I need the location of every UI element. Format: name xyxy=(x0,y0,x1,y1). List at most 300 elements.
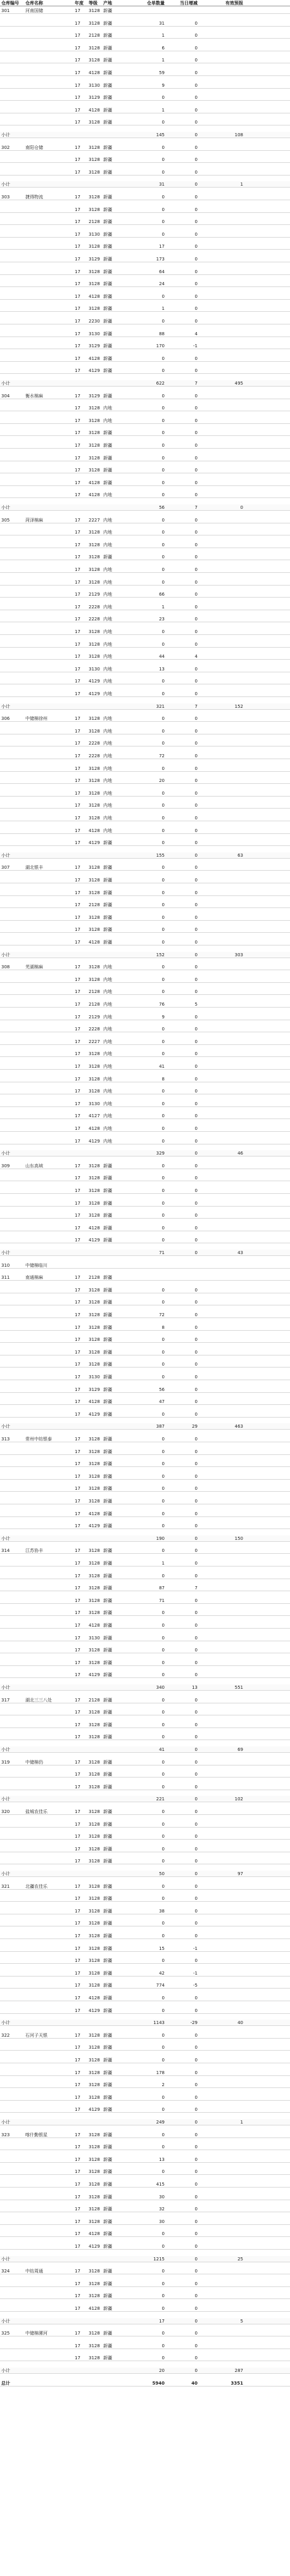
cell-year: 17 xyxy=(75,1287,80,1293)
table-row xyxy=(0,1324,290,1331)
cell-origin: 新疆 xyxy=(103,1821,112,1827)
cell-code xyxy=(1,1188,24,1194)
cell-name xyxy=(25,1026,75,1032)
cell-year: 17 xyxy=(75,1548,80,1554)
cell-grade: 4128 xyxy=(89,492,100,498)
cell-year: 17 xyxy=(75,1648,80,1653)
cell-chg: 0 xyxy=(194,1250,198,1255)
cell-year: 17 xyxy=(75,306,80,312)
cell-name xyxy=(25,1374,75,1380)
cell-code xyxy=(1,1560,24,1567)
cell-qty: 0 xyxy=(161,1027,165,1032)
cell-code xyxy=(1,678,24,684)
cell-name xyxy=(25,1535,75,1542)
cell-name xyxy=(25,343,75,349)
cell-pred xyxy=(199,2169,243,2175)
cell-name xyxy=(25,1001,75,1008)
cell-qty: 329 xyxy=(156,1151,165,1157)
cell-pred xyxy=(199,1274,243,1281)
cell-origin: 新疆 xyxy=(103,1883,112,1889)
cell-code xyxy=(1,1573,24,1579)
cell-code xyxy=(1,2181,24,2188)
table-row xyxy=(0,1585,290,1591)
cell-chg: 0 xyxy=(194,790,198,796)
table-row xyxy=(0,977,290,983)
cell-year xyxy=(75,380,87,387)
cell-code xyxy=(1,890,24,896)
table-row xyxy=(0,1684,290,1691)
cell-name xyxy=(25,2380,75,2387)
cell-name xyxy=(25,778,75,784)
table-row xyxy=(0,1883,290,1890)
cell-pred xyxy=(199,2293,243,2299)
cell-chg: 0 xyxy=(194,2058,198,2063)
table-row xyxy=(0,169,290,176)
cell-year: 17 xyxy=(75,1722,80,1727)
cell-name xyxy=(25,45,75,51)
cell-chg: 0 xyxy=(194,1523,198,1529)
cell-grade: 3128 xyxy=(89,1312,100,1317)
cell-code: 小计 xyxy=(1,1797,10,1802)
cell-name xyxy=(25,2070,75,2076)
cell-qty: 145 xyxy=(156,132,165,138)
cell-year: 17 xyxy=(75,1784,80,1790)
cell-qty: 0 xyxy=(161,554,165,560)
cell-grade: 4128 xyxy=(89,1399,100,1405)
cell-grade: 4129 xyxy=(89,2107,100,2113)
cell-chg: 0 xyxy=(194,716,198,722)
cell-code: 小计 xyxy=(1,703,10,709)
cell-pred xyxy=(199,1076,243,1082)
cell-origin: 新疆 xyxy=(103,2207,112,2212)
cell-year: 17 xyxy=(75,977,80,982)
cell-grade xyxy=(89,1423,103,1430)
cell-chg: 0 xyxy=(194,865,198,871)
table-row xyxy=(0,952,290,958)
cell-grade: 4129 xyxy=(89,1138,100,1144)
cell-qty: 0 xyxy=(161,865,165,871)
cell-grade: 4129 xyxy=(89,691,100,696)
cell-grade: 3128 xyxy=(89,2269,100,2274)
table-row xyxy=(0,828,290,834)
cell-chg: -1 xyxy=(193,1970,198,1976)
cell-chg: 0 xyxy=(194,1921,198,1926)
cell-qty: 0 xyxy=(161,2355,165,2361)
cell-qty: 0 xyxy=(161,1200,165,1206)
cell-code xyxy=(1,243,24,250)
cell-pred xyxy=(199,194,243,200)
cell-name xyxy=(25,368,75,374)
cell-qty: 8 xyxy=(161,1076,165,1082)
cell-qty: 0 xyxy=(161,2281,165,2286)
cell-origin xyxy=(103,504,122,511)
cell-grade: 3128 xyxy=(89,1362,100,1368)
cell-code xyxy=(1,492,24,498)
cell-chg: 0 xyxy=(194,1387,198,1392)
table-row xyxy=(0,567,290,573)
cell-code xyxy=(1,1026,24,1032)
cell-pred xyxy=(199,1088,243,1094)
table-row xyxy=(0,256,290,262)
cell-qty: 0 xyxy=(161,2058,165,2063)
cell-code: 小计 xyxy=(1,182,10,188)
cell-origin: 新疆 xyxy=(103,1275,112,1281)
cell-origin: 新疆 xyxy=(103,1473,112,1479)
cell-origin: 内地 xyxy=(103,654,112,660)
cell-grade xyxy=(89,1150,103,1157)
cell-name: 河南国储 xyxy=(25,8,43,13)
cell-origin: 新疆 xyxy=(103,95,112,101)
cell-qty: 0 xyxy=(161,2008,165,2013)
cell-year: 17 xyxy=(75,803,80,809)
cell-pred xyxy=(199,753,243,759)
cell-chg: 0 xyxy=(194,1014,198,1020)
cell-code xyxy=(1,840,24,846)
cell-pred xyxy=(199,1361,243,1368)
cell-origin: 内地 xyxy=(103,604,112,610)
cell-grade: 3128 xyxy=(89,1176,100,1181)
cell-name xyxy=(25,1746,75,1753)
cell-year: 17 xyxy=(75,2194,80,2200)
cell-code: 307 xyxy=(1,865,10,871)
cell-name xyxy=(25,1635,75,1641)
cell-code xyxy=(1,641,24,648)
cell-chg: 0 xyxy=(194,753,198,759)
cell-year xyxy=(75,1746,87,1753)
cell-year: 17 xyxy=(75,1176,80,1181)
cell-grade: 4129 xyxy=(89,2008,100,2013)
table-row xyxy=(0,1449,290,1455)
cell-code xyxy=(1,157,24,163)
cell-year xyxy=(75,2318,87,2324)
table-row xyxy=(0,2219,290,2225)
cell-code xyxy=(1,567,24,573)
cell-origin: 内地 xyxy=(103,828,112,833)
table-row xyxy=(0,1436,290,1442)
cell-qty: 0 xyxy=(161,716,165,722)
table-row xyxy=(0,1374,290,1380)
cell-code xyxy=(1,1622,24,1629)
table-row xyxy=(0,1014,290,1020)
cell-name xyxy=(25,32,75,39)
cell-origin: 内地 xyxy=(103,579,112,585)
cell-code xyxy=(1,1113,24,1119)
cell-qty: 0 xyxy=(161,1523,165,1529)
cell-year: 17 xyxy=(75,2182,80,2187)
cell-code xyxy=(1,1585,24,1591)
cell-code xyxy=(1,1920,24,1926)
cell-year: 17 xyxy=(75,1610,80,1616)
cell-origin: 内地 xyxy=(103,1138,112,1144)
cell-name xyxy=(25,331,75,337)
cell-year xyxy=(75,952,87,958)
cell-name xyxy=(25,815,75,821)
cell-pred xyxy=(199,1548,243,1554)
cell-name xyxy=(25,2156,75,2163)
cell-name xyxy=(25,653,75,660)
cell-qty: 0 xyxy=(161,1846,165,1852)
cell-pred xyxy=(199,144,243,151)
cell-code xyxy=(1,2082,24,2088)
table-row xyxy=(0,82,290,89)
cell-origin: 新疆 xyxy=(103,2045,112,2051)
cell-name xyxy=(25,1933,75,1939)
cell-qty: 155 xyxy=(156,852,165,858)
cell-pred: 43 xyxy=(237,1250,243,1255)
table-row xyxy=(0,1498,290,1504)
cell-qty: 0 xyxy=(161,2331,165,2336)
cell-name xyxy=(25,2243,75,2250)
table-row xyxy=(0,1237,290,1243)
cell-chg: 0 xyxy=(194,2256,198,2262)
cell-qty: 0 xyxy=(161,542,165,548)
table-row xyxy=(0,1212,290,1219)
cell-pred: 150 xyxy=(234,1535,243,1541)
cell-qty: 0 xyxy=(161,1958,165,1964)
cell-origin: 内地 xyxy=(103,1002,112,1007)
cell-year: 17 xyxy=(75,2231,80,2237)
cell-name xyxy=(25,529,75,535)
cell-origin: 内地 xyxy=(103,691,112,696)
cell-chg: 0 xyxy=(194,1846,198,1852)
cell-chg: 0 xyxy=(194,1163,198,1169)
cell-name xyxy=(25,2318,75,2324)
cell-year: 17 xyxy=(75,1002,80,1007)
cell-origin xyxy=(103,2368,122,2374)
cell-chg: 0 xyxy=(194,952,198,958)
cell-qty: 173 xyxy=(156,257,165,262)
cell-origin xyxy=(103,1796,122,1802)
table-row xyxy=(0,1573,290,1579)
cell-qty: 0 xyxy=(161,2244,165,2249)
cell-pred xyxy=(199,1175,243,1181)
cell-origin: 新疆 xyxy=(103,430,112,436)
table-row xyxy=(0,1709,290,1715)
cell-origin: 内地 xyxy=(103,1064,112,1069)
cell-code: 小计 xyxy=(1,2368,10,2373)
table-row xyxy=(0,2032,290,2039)
cell-qty: 2 xyxy=(161,2082,165,2088)
cell-origin: 新疆 xyxy=(103,1337,112,1343)
cell-origin: 新疆 xyxy=(103,902,112,908)
cell-qty: 0 xyxy=(161,319,165,324)
cell-year: 17 xyxy=(75,2144,80,2150)
cell-pred xyxy=(199,219,243,225)
cell-code xyxy=(1,815,24,821)
cell-pred xyxy=(199,318,243,324)
cell-chg: 0 xyxy=(194,2318,198,2324)
cell-grade: 3128 xyxy=(89,455,100,461)
cell-year: 17 xyxy=(75,257,80,262)
cell-chg: 0 xyxy=(194,691,198,696)
cell-grade: 3128 xyxy=(89,1349,100,1355)
cell-grade: 2228 xyxy=(89,604,100,610)
cell-code xyxy=(1,1647,24,1653)
cell-year: 17 xyxy=(75,1200,80,1206)
table-row xyxy=(0,2243,290,2250)
cell-chg: 0 xyxy=(194,1821,198,1827)
cell-chg: 0 xyxy=(194,319,198,324)
cell-year: 17 xyxy=(75,1710,80,1715)
cell-chg: 0 xyxy=(194,269,198,274)
cell-qty: 0 xyxy=(161,418,165,423)
cell-pred: 46 xyxy=(237,1151,243,1157)
cell-name: 捷得物流 xyxy=(25,195,43,200)
cell-qty: 340 xyxy=(156,1685,165,1690)
cell-qty: 0 xyxy=(161,629,165,634)
table-row xyxy=(0,1125,290,1132)
cell-year: 17 xyxy=(75,2219,80,2224)
cell-code xyxy=(1,1846,24,1852)
cell-origin: 新疆 xyxy=(103,443,112,448)
cell-qty: 0 xyxy=(161,1188,165,1193)
cell-code xyxy=(1,591,24,598)
cell-name xyxy=(25,1188,75,1194)
table-row xyxy=(0,1411,290,1418)
cell-year: 17 xyxy=(75,480,80,485)
table-row xyxy=(0,2268,290,2274)
cell-pred xyxy=(199,231,243,238)
cell-code: 小计 xyxy=(1,1747,10,1752)
table-row xyxy=(0,2181,290,2188)
cell-name xyxy=(25,1113,75,1119)
cell-year: 17 xyxy=(75,2156,80,2162)
cell-origin: 新疆 xyxy=(103,1722,112,1727)
cell-chg: 0 xyxy=(194,306,198,312)
cell-year: 17 xyxy=(75,492,80,498)
table-row xyxy=(0,32,290,39)
cell-year: 17 xyxy=(75,8,80,13)
cell-name xyxy=(25,70,75,76)
table-row xyxy=(0,1101,290,1107)
cell-grade: 3128 xyxy=(89,1896,100,1902)
cell-code xyxy=(1,2156,24,2163)
cell-year: 17 xyxy=(75,1238,80,1243)
table-row xyxy=(0,144,290,151)
cell-year: 17 xyxy=(75,1598,80,1603)
cell-chg: 0 xyxy=(194,443,198,448)
cell-grade: 3128 xyxy=(89,1945,100,1951)
table-row xyxy=(0,1846,290,1852)
cell-year xyxy=(75,132,87,138)
table-row xyxy=(0,1871,290,1877)
cell-year xyxy=(75,181,87,188)
cell-chg: 0 xyxy=(194,728,198,734)
cell-origin: 内地 xyxy=(103,641,112,647)
cell-code: 小计 xyxy=(1,132,10,138)
cell-chg: 0 xyxy=(194,2343,198,2349)
cell-grade xyxy=(89,132,103,138)
cell-year: 17 xyxy=(75,82,80,88)
cell-grade: 3128 xyxy=(89,1722,100,1727)
table-row xyxy=(0,2169,290,2175)
table-row xyxy=(0,2330,290,2336)
cell-grade: 4128 xyxy=(89,356,100,361)
cell-chg: 0 xyxy=(194,2194,198,2200)
cell-pred xyxy=(199,2268,243,2274)
cell-year: 17 xyxy=(75,1051,80,1057)
cell-code xyxy=(1,753,24,759)
table-row xyxy=(0,1349,290,1355)
cell-pred: 0 xyxy=(240,505,243,510)
table-row xyxy=(0,356,290,362)
cell-pred xyxy=(199,269,243,275)
cell-qty: 0 xyxy=(161,1473,165,1479)
cell-pred: 25 xyxy=(237,2256,243,2262)
table-row xyxy=(0,1188,290,1194)
cell-chg: 0 xyxy=(194,58,198,63)
cell-code: 小计 xyxy=(1,1535,10,1541)
cell-origin xyxy=(103,1150,122,1157)
cell-origin: 新疆 xyxy=(103,343,112,349)
cell-year: 17 xyxy=(75,1623,80,1628)
cell-code xyxy=(1,1449,24,1455)
cell-code xyxy=(1,740,24,747)
cell-code: 325 xyxy=(1,2331,10,2336)
cell-pred xyxy=(199,1995,243,2001)
cell-year: 17 xyxy=(75,293,80,299)
cell-year: 17 xyxy=(75,1275,80,1281)
cell-pred xyxy=(199,666,243,672)
cell-grade: 3128 xyxy=(89,790,100,796)
cell-grade: 3128 xyxy=(89,1759,100,1765)
cell-origin: 新疆 xyxy=(103,1573,112,1579)
cell-grade: 4129 xyxy=(89,368,100,374)
table-row xyxy=(0,1026,290,1032)
cell-pred xyxy=(199,864,243,871)
cell-grade: 2128 xyxy=(89,1697,100,1703)
cell-name: 衡水棉麻 xyxy=(25,393,43,399)
cell-grade: 2228 xyxy=(89,617,100,622)
cell-code xyxy=(1,1039,24,1045)
cell-grade: 2128 xyxy=(89,1275,100,1281)
cell-code xyxy=(1,2281,24,2287)
table-row xyxy=(0,2368,290,2374)
cell-code: 309 xyxy=(1,1163,10,1169)
cell-pred xyxy=(199,914,243,921)
cell-origin: 新疆 xyxy=(103,468,112,473)
cell-origin: 内地 xyxy=(103,542,112,548)
cell-qty: 221 xyxy=(156,1797,165,1802)
cell-pred xyxy=(199,70,243,76)
table-row xyxy=(0,181,290,188)
cell-pred xyxy=(199,45,243,51)
cell-year: 17 xyxy=(75,157,80,163)
cell-code xyxy=(1,207,24,213)
cell-name xyxy=(25,828,75,834)
cell-code xyxy=(1,529,24,535)
cell-pred xyxy=(199,1672,243,1678)
cell-year: 17 xyxy=(75,592,80,598)
cell-grade: 3128 xyxy=(89,816,100,821)
cell-year: 17 xyxy=(75,2045,80,2051)
cell-chg: 0 xyxy=(194,1710,198,1715)
cell-code xyxy=(1,802,24,809)
cell-pred xyxy=(199,1958,243,1964)
cell-grade: 4128 xyxy=(89,828,100,833)
cell-code xyxy=(1,256,24,262)
cell-name xyxy=(25,890,75,896)
cell-pred xyxy=(199,766,243,772)
cell-grade: 3130 xyxy=(89,82,100,88)
cell-qty: 1143 xyxy=(153,2020,165,2026)
cell-origin: 新疆 xyxy=(103,157,112,163)
cell-year: 17 xyxy=(75,2293,80,2299)
cell-chg: 0 xyxy=(194,1027,198,1032)
cell-qty: 13 xyxy=(159,2156,165,2162)
cell-origin: 内地 xyxy=(103,666,112,672)
cell-qty: 0 xyxy=(161,2169,165,2175)
